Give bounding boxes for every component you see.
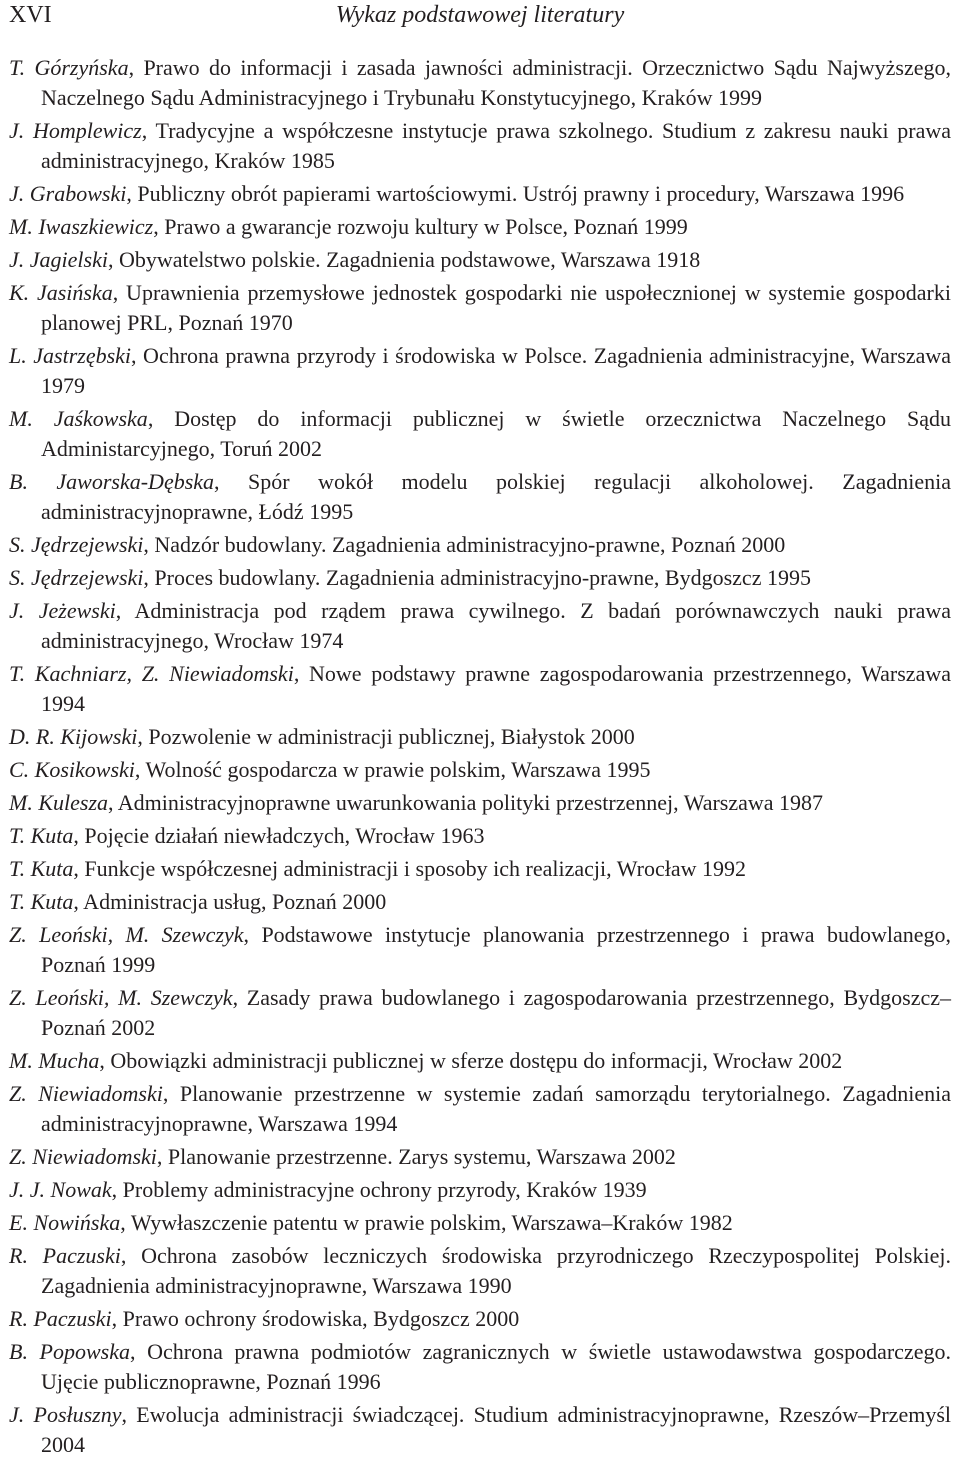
entry-author: J. J. Nowak xyxy=(9,1177,112,1202)
bibliography-entry xyxy=(9,1337,951,1397)
bibliography-entry xyxy=(9,722,951,752)
entry-text: , Prawo ochrony środowiska, Bydgoszcz 2000 xyxy=(111,1306,520,1331)
entry-text: , Zasady prawa budowlanego i zagospodarowania przestrzennego, Bydgoszcz–Poznań 2002 xyxy=(41,985,951,1040)
bibliography-entry xyxy=(9,404,951,464)
bibliography-entry xyxy=(9,245,951,275)
page-header xyxy=(9,0,951,34)
entry-author: L. Jastrzębski xyxy=(9,343,132,368)
bibliography-entry xyxy=(9,1400,951,1460)
entry-text: , Ochrona prawna przyrody i środowiska w Polsce. Zagadnienia administracyjne, Warszawa 1979 xyxy=(41,343,951,398)
entry-text: , Prawo a gwarancje rozwoju kultury w Polsce, Poznań 1999 xyxy=(153,214,688,239)
entry-text: , Administracja usług, Poznań 2000 xyxy=(73,889,387,914)
page-number: XVI xyxy=(9,2,52,28)
entry-text: , Planowanie przestrzenne. Zarys systemu, Warszawa 2002 xyxy=(156,1144,676,1169)
entry-text: , Uprawnienia przemysłowe jednostek gospodarki nie uspołecznionej w systemie gospodarki planowej PRL, Poznań 1970 xyxy=(41,280,951,335)
entry-author: S. Jędrzejewski xyxy=(9,565,144,590)
entry-author: S. Jędrzejewski xyxy=(9,532,144,557)
entry-text: , Tradycyjne a współczesne instytucje prawa szkolnego. Studium z zakresu nauki prawa administracyjnego, Kraków 1985 xyxy=(41,118,951,173)
bibliography-entry xyxy=(9,788,951,818)
bibliography-entry xyxy=(9,596,951,656)
entry-author: T. Kuta xyxy=(9,889,74,914)
bibliography-entry xyxy=(9,212,951,242)
entry-text: , Administracja pod rządem prawa cywilnego. Z badań porównawczych nauki prawa administracyjnego, Wrocław 1974 xyxy=(41,598,951,653)
entry-text: , Publiczny obrót papierami wartościowymi. Ustrój prawny i procedury, Warszawa 1996 xyxy=(126,181,905,206)
bibliography-entry xyxy=(9,530,951,560)
entry-text: , Funkcje współczesnej administracji i sposoby ich realizacji, Wrocław 1992 xyxy=(73,856,746,881)
entry-author: T. Kuta xyxy=(9,823,74,848)
entry-text: , Pozwolenie w administracji publicznej, Białystok 2000 xyxy=(137,724,635,749)
entry-text: , Ewolucja administracji świadczącej. Studium administracyjnoprawne, Rzeszów–Przemyśl 2004 xyxy=(41,1402,951,1457)
entry-author: Z. Leoński, M. Szewczyk xyxy=(9,985,233,1010)
entry-text: , Obywatelstwo polskie. Zagadnienia podstawowe, Warszawa 1918 xyxy=(107,247,701,272)
bibliography-entry xyxy=(9,1046,951,1076)
entry-author: T. Kuta xyxy=(9,856,74,881)
entry-author: M. Kulesza xyxy=(9,790,108,815)
entry-author: M. Jaśkowska xyxy=(9,406,148,431)
entry-text: , Spór wokół modelu polskiej regulacji alkoholowej. Zagadnienia administracyjnoprawne, Łódź 1995 xyxy=(41,469,951,524)
entry-author: D. R. Kijowski xyxy=(9,724,138,749)
bibliography-entry xyxy=(9,1241,951,1301)
entry-text: , Ochrona prawna podmiotów zagranicznych w świetle ustawodawstwa gospodarczego. Ujęcie publicznoprawne, Poznań 1996 xyxy=(41,1339,951,1394)
bibliography-entry xyxy=(9,1175,951,1205)
entry-author: B. Jaworska-Dębska xyxy=(9,469,215,494)
entry-author: R. Paczuski xyxy=(9,1306,112,1331)
entry-author: Z. Niewiadomski xyxy=(9,1144,157,1169)
entry-author: T. Górzyńska xyxy=(9,55,129,80)
entry-author: J. Posłuszny xyxy=(9,1402,122,1427)
bibliography-entry xyxy=(9,659,951,719)
entry-text: , Planowanie przestrzenne w systemie zadań samorządu terytorialnego. Zagadnienia administracyjnoprawne, Warszawa 1994 xyxy=(41,1081,951,1136)
bibliography-entry xyxy=(9,755,951,785)
entry-text: , Administracyjnoprawne uwarunkowania polityki przestrzennej, Warszawa 1987 xyxy=(108,790,824,815)
entry-author: M. Iwaszkiewicz xyxy=(9,214,154,239)
entry-text: , Nadzór budowlany. Zagadnienia administracyjno-prawne, Poznań 2000 xyxy=(143,532,786,557)
entry-text: , Wywłaszczenie patentu w prawie polskim, Warszawa–Kraków 1982 xyxy=(120,1210,733,1235)
entry-text: , Prawo do informacji i zasada jawności administracji. Orzecznictwo Sądu Najwyższego, Naczelnego Sądu Administracyjnego i Trybunału Konstytucyjnego, Kraków 1999 xyxy=(41,55,951,110)
bibliography-entry xyxy=(9,821,951,851)
entry-author: J. Grabowski xyxy=(9,181,127,206)
entry-text: , Ochrona zasobów leczniczych środowiska przyrodniczego Rzeczypospolitej Polskiej. Zagadnienia administracyjnoprawne, Warszawa 1990 xyxy=(41,1243,951,1298)
bibliography-entry xyxy=(9,116,951,176)
running-title: Wykaz podstawowej literatury xyxy=(335,2,625,28)
entry-text: , Problemy administracyjne ochrony przyrody, Kraków 1939 xyxy=(111,1177,647,1202)
bibliography-entry xyxy=(9,179,951,209)
entry-author: Z. Niewiadomski xyxy=(9,1081,163,1106)
bibliography-entry xyxy=(9,854,951,884)
entry-author: E. Nowińska xyxy=(9,1210,121,1235)
entry-author: B. Popowska xyxy=(9,1339,130,1364)
entry-author: Z. Leoński, M. Szewczyk xyxy=(9,922,244,947)
entry-text: , Obowiązki administracji publicznej w sferze dostępu do informacji, Wrocław 2002 xyxy=(99,1048,843,1073)
entry-text: , Wolność gospodarcza w prawie polskim, Warszawa 1995 xyxy=(134,757,651,782)
bibliography-entry xyxy=(9,983,951,1043)
bibliography-entry xyxy=(9,1079,951,1139)
entry-text: , Nowe podstawy prawne zagospodarowania przestrzennego, Warszawa 1994 xyxy=(41,661,951,716)
bibliography-entry xyxy=(9,53,951,113)
entry-author: K. Jasińska xyxy=(9,280,113,305)
entry-author: J. Homplewicz xyxy=(9,118,142,143)
entry-author: M. Mucha xyxy=(9,1048,100,1073)
bibliography-entry xyxy=(9,467,951,527)
entry-text: , Proces budowlany. Zagadnienia administracyjno-prawne, Bydgoszcz 1995 xyxy=(143,565,811,590)
bibliography-entry xyxy=(9,887,951,917)
bibliography-entry xyxy=(9,1208,951,1238)
bibliography-entry xyxy=(9,278,951,338)
entry-author: T. Kachniarz, Z. Niewiadomski xyxy=(9,661,294,686)
bibliography-entry xyxy=(9,920,951,980)
bibliography-list xyxy=(9,53,951,1463)
entry-text: , Pojęcie działań niewładczych, Wrocław 1963 xyxy=(73,823,485,848)
bibliography-entry xyxy=(9,341,951,401)
bibliography-entry xyxy=(9,1304,951,1334)
entry-text: , Podstawowe instytucje planowania przestrzennego i prawa budowlanego, Poznań 1999 xyxy=(41,922,951,977)
entry-author: J. Jagielski xyxy=(9,247,108,272)
entry-author: R. Paczuski xyxy=(9,1243,121,1268)
bibliography-entry xyxy=(9,563,951,593)
entry-text: , Dostęp do informacji publicznej w świetle orzecznictwa Naczelnego Sądu Administarcyjnego, Toruń 2002 xyxy=(41,406,951,461)
entry-author: J. Jeżewski xyxy=(9,598,116,623)
bibliography-entry xyxy=(9,1142,951,1172)
entry-author: C. Kosikowski xyxy=(9,757,135,782)
